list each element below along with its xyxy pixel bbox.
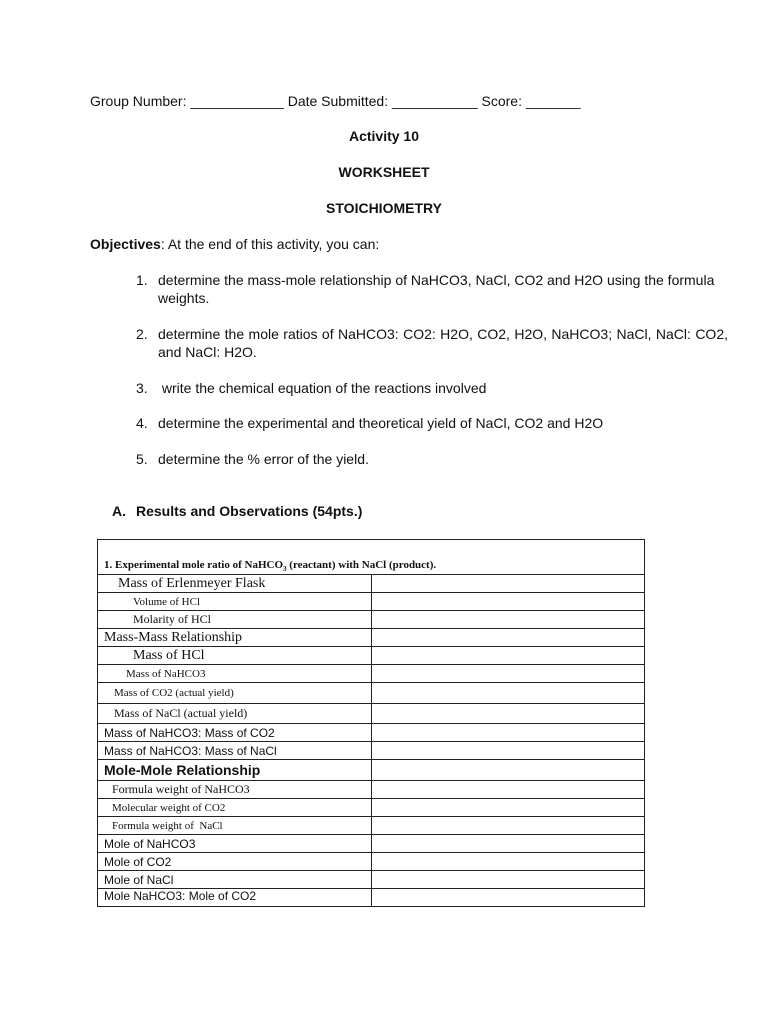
table-row (98, 853, 645, 871)
objective-text: write the chemical equation of the reactions involved (158, 380, 487, 396)
objectives-heading: Objectives (90, 236, 161, 252)
answer-cell[interactable] (371, 724, 645, 742)
table-row (98, 665, 645, 683)
table-title-suffix: (reactant) with NaCl (product). (286, 558, 437, 571)
date-submitted-label: Date Submitted: ___________ (287, 93, 482, 109)
row-label: Mass of NaHCO3: Mass of NaCl (98, 742, 372, 760)
answer-cell[interactable] (371, 683, 645, 704)
row-label: Mole of NaHCO3 (98, 835, 372, 853)
answer-cell[interactable] (371, 760, 645, 781)
table-row (98, 817, 645, 835)
table-row (98, 781, 645, 799)
results-table (97, 539, 645, 907)
answer-cell[interactable] (371, 647, 645, 665)
objective-number: 4. (136, 415, 148, 431)
table-row (98, 593, 645, 611)
table-row (98, 871, 645, 889)
objective-text: determine the % error of the yield. (158, 451, 369, 467)
objective-number: 2. (136, 326, 148, 342)
objective-item (112, 379, 728, 397)
table-row (98, 629, 645, 647)
table-row (98, 760, 645, 781)
section-letter: A. (112, 503, 126, 519)
answer-cell[interactable] (371, 704, 645, 724)
row-label: Mole of CO2 (98, 853, 372, 871)
table-row (98, 575, 645, 593)
subject-title: STOICHIOMETRY (326, 200, 442, 216)
answer-cell[interactable] (371, 611, 645, 629)
table-row (98, 611, 645, 629)
answer-cell[interactable] (371, 665, 645, 683)
answer-cell[interactable] (371, 889, 645, 907)
table-row (98, 799, 645, 817)
table-row (98, 742, 645, 760)
table-row (98, 835, 645, 853)
objective-number: 1. (136, 272, 148, 288)
answer-cell[interactable] (371, 593, 645, 611)
group-number-label: Group Number: ____________ (90, 93, 288, 109)
objective-number: 5. (136, 451, 148, 467)
row-label: Mass of Erlenmeyer Flask (98, 575, 372, 593)
row-label: Formula weight of NaCl (98, 817, 372, 835)
row-label: Formula weight of NaHCO3 (98, 781, 372, 799)
table-title-prefix: 1. Experimental mole ratio of NaHCO (104, 558, 284, 571)
answer-cell[interactable] (371, 853, 645, 871)
header-line (90, 93, 580, 109)
answer-cell[interactable] (371, 817, 645, 835)
row-label: Mass of NaCl (actual yield) (98, 704, 372, 724)
objective-item (112, 450, 728, 468)
objective-item (112, 271, 728, 307)
objective-number: 3. (136, 380, 148, 396)
answer-cell[interactable] (371, 575, 645, 593)
row-label: Mole of NaCl (98, 871, 372, 889)
objective-text: determine the mass-mole relationship of NaHCO3, NaCl, CO2 and H2O using the formula weights. (158, 272, 715, 306)
score-label: Score: _______ (481, 93, 581, 109)
objective-text: determine the experimental and theoretical yield of NaCl, CO2 and H2O (158, 415, 604, 431)
table-title (98, 540, 645, 575)
table-row (98, 889, 645, 907)
table-title-row (98, 540, 645, 575)
row-label: Molarity of HCl (98, 611, 372, 629)
worksheet-title: WORKSHEET (338, 164, 430, 180)
objective-item (112, 414, 728, 432)
row-label: Mole-Mole Relationship (98, 760, 372, 781)
objective-item (112, 325, 728, 361)
row-label: Molecular weight of CO2 (98, 799, 372, 817)
table-row (98, 724, 645, 742)
answer-cell[interactable] (371, 742, 645, 760)
table-row (98, 704, 645, 724)
objective-text: determine the mole ratios of NaHCO3: CO2: H2O, CO2, H2O, NaHCO3; NaCl, NaCl: CO2, and NaCl: H2O. (158, 326, 728, 360)
objectives-intro-text: : At the end of this activity, you can: (160, 236, 380, 252)
row-label: Mass of NaHCO3 (98, 665, 372, 683)
answer-cell[interactable] (371, 781, 645, 799)
row-label: Mass of NaHCO3: Mass of CO2 (98, 724, 372, 742)
row-label: Volume of HCl (98, 593, 372, 611)
answer-cell[interactable] (371, 835, 645, 853)
section-a-heading (112, 503, 362, 519)
table-row (98, 647, 645, 665)
answer-cell[interactable] (371, 871, 645, 889)
activity-title: Activity 10 (348, 128, 420, 144)
table-row (98, 683, 645, 704)
row-label: Mole NaHCO3: Mole of CO2 (98, 889, 372, 907)
row-label: Mass-Mass Relationship (98, 629, 372, 647)
table-title-subscript: 3 (283, 565, 287, 573)
answer-cell[interactable] (371, 629, 645, 647)
section-title: Results and Observations (54pts.) (136, 503, 363, 519)
row-label: Mass of CO2 (actual yield) (98, 683, 372, 704)
row-label: Mass of HCl (98, 647, 372, 665)
answer-cell[interactable] (371, 799, 645, 817)
objectives-intro (90, 236, 379, 252)
